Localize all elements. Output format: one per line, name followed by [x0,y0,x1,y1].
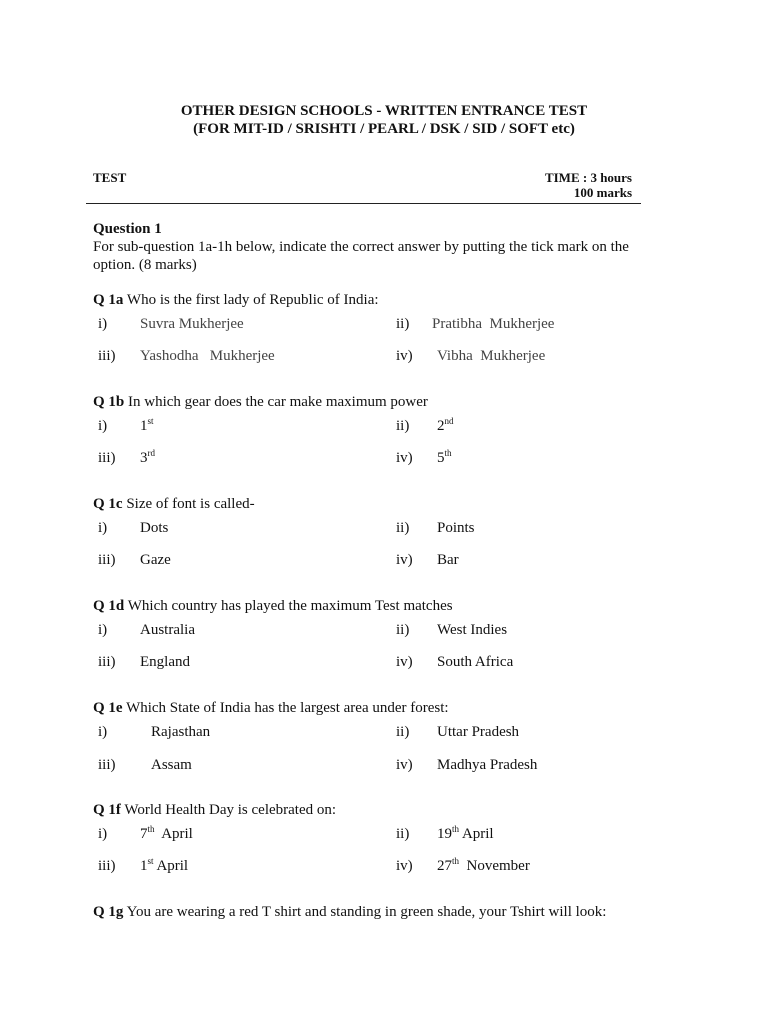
option-number: ii) [396,316,410,332]
question-1a [93,291,379,309]
option-text: Rajasthan [151,724,211,740]
option-number: iv) [396,552,413,568]
option-text: Madhya Pradesh [437,757,538,773]
question-1g [93,903,606,921]
question-id: Q 1a [93,292,124,308]
option-text: Points [437,520,475,536]
option-text: Gaze [140,552,171,568]
option-number: i) [98,520,108,536]
option-number: ii) [396,826,410,842]
option-text: Yashodha Mukherjee [140,348,275,364]
option-text: 1st [140,416,154,434]
option-text: Australia [140,622,195,638]
option-number: iii) [98,348,116,364]
question-text: World Health Day is celebrated on: [124,802,337,818]
option-text: Bar [437,552,459,568]
question-1-title: Question 1 [93,221,162,237]
option-text: Pratibha Mukherjee [432,316,555,332]
question-id: Q 1d [93,598,125,614]
marks-label: 100 marks [573,185,632,200]
option-text: 2nd [437,416,454,434]
option-number: i) [98,418,108,434]
question-text: Who is the first lady of Republic of India: [126,292,379,308]
option-text: Dots [140,520,169,536]
question-1d [93,597,453,615]
header-divider [86,203,641,204]
option-text: Assam [151,757,192,773]
question-id: Q 1c [93,496,123,512]
option-text: 19th April [437,824,494,842]
option-number: ii) [396,724,410,740]
option-text: West Indies [437,622,508,638]
question-text: Which State of India has the largest area under forest: [126,700,449,716]
question-1b [93,393,428,411]
question-1c [93,495,255,513]
option-text: Vibha Mukherjee [437,348,546,364]
option-text: 3rd [140,448,155,466]
option-number: iii) [98,450,116,466]
option-text: 7th April [140,824,193,842]
option-number: iii) [98,552,116,568]
option-text: South Africa [437,654,514,670]
question-text: Which country has played the maximum Test matches [127,598,453,614]
option-text: Suvra Mukherjee [140,316,244,332]
question-id: Q 1g [93,904,124,920]
page-title: OTHER DESIGN SCHOOLS - WRITTEN ENTRANCE TEST [180,103,588,119]
option-number: iv) [396,654,413,670]
option-number: ii) [396,622,410,638]
option-number: iv) [396,348,413,364]
question-text: Size of font is called- [126,496,255,512]
option-text: Uttar Pradesh [437,724,520,740]
question-1f [93,801,336,819]
option-number: ii) [396,418,410,434]
option-number: i) [98,622,108,638]
question-id: Q 1b [93,394,125,410]
question-1-instruction: For sub-question 1a-1h below, indicate the correct answer by putting the tick mark on the option. (8 marks) [93,239,629,273]
question-id: Q 1e [93,700,123,716]
option-number: iii) [98,757,116,773]
option-number: i) [98,316,108,332]
page-subtitle: (FOR MIT-ID / SRISHTI / PEARL / DSK / SID / SOFT etc) [193,121,575,137]
option-number: i) [98,724,108,740]
question-text: You are wearing a red T shirt and standing in green shade, your Tshirt will look: [126,904,607,920]
option-number: iv) [396,757,413,773]
option-text: 27th November [437,856,530,874]
test-label: TEST [93,170,127,185]
time-marks-block [545,170,632,200]
question-id: Q 1f [93,802,121,818]
option-text: England [140,654,190,670]
question-1e [93,699,449,717]
option-number: ii) [396,520,410,536]
option-number: iii) [98,654,116,670]
option-text: 5th [437,448,452,466]
option-number: iv) [396,450,413,466]
option-number: i) [98,826,108,842]
question-text: In which gear does the car make maximum power [128,394,428,410]
time-label: TIME : 3 hours [544,170,632,185]
option-text: 1st April [140,856,189,874]
option-number: iv) [396,858,413,874]
option-number: iii) [98,858,116,874]
